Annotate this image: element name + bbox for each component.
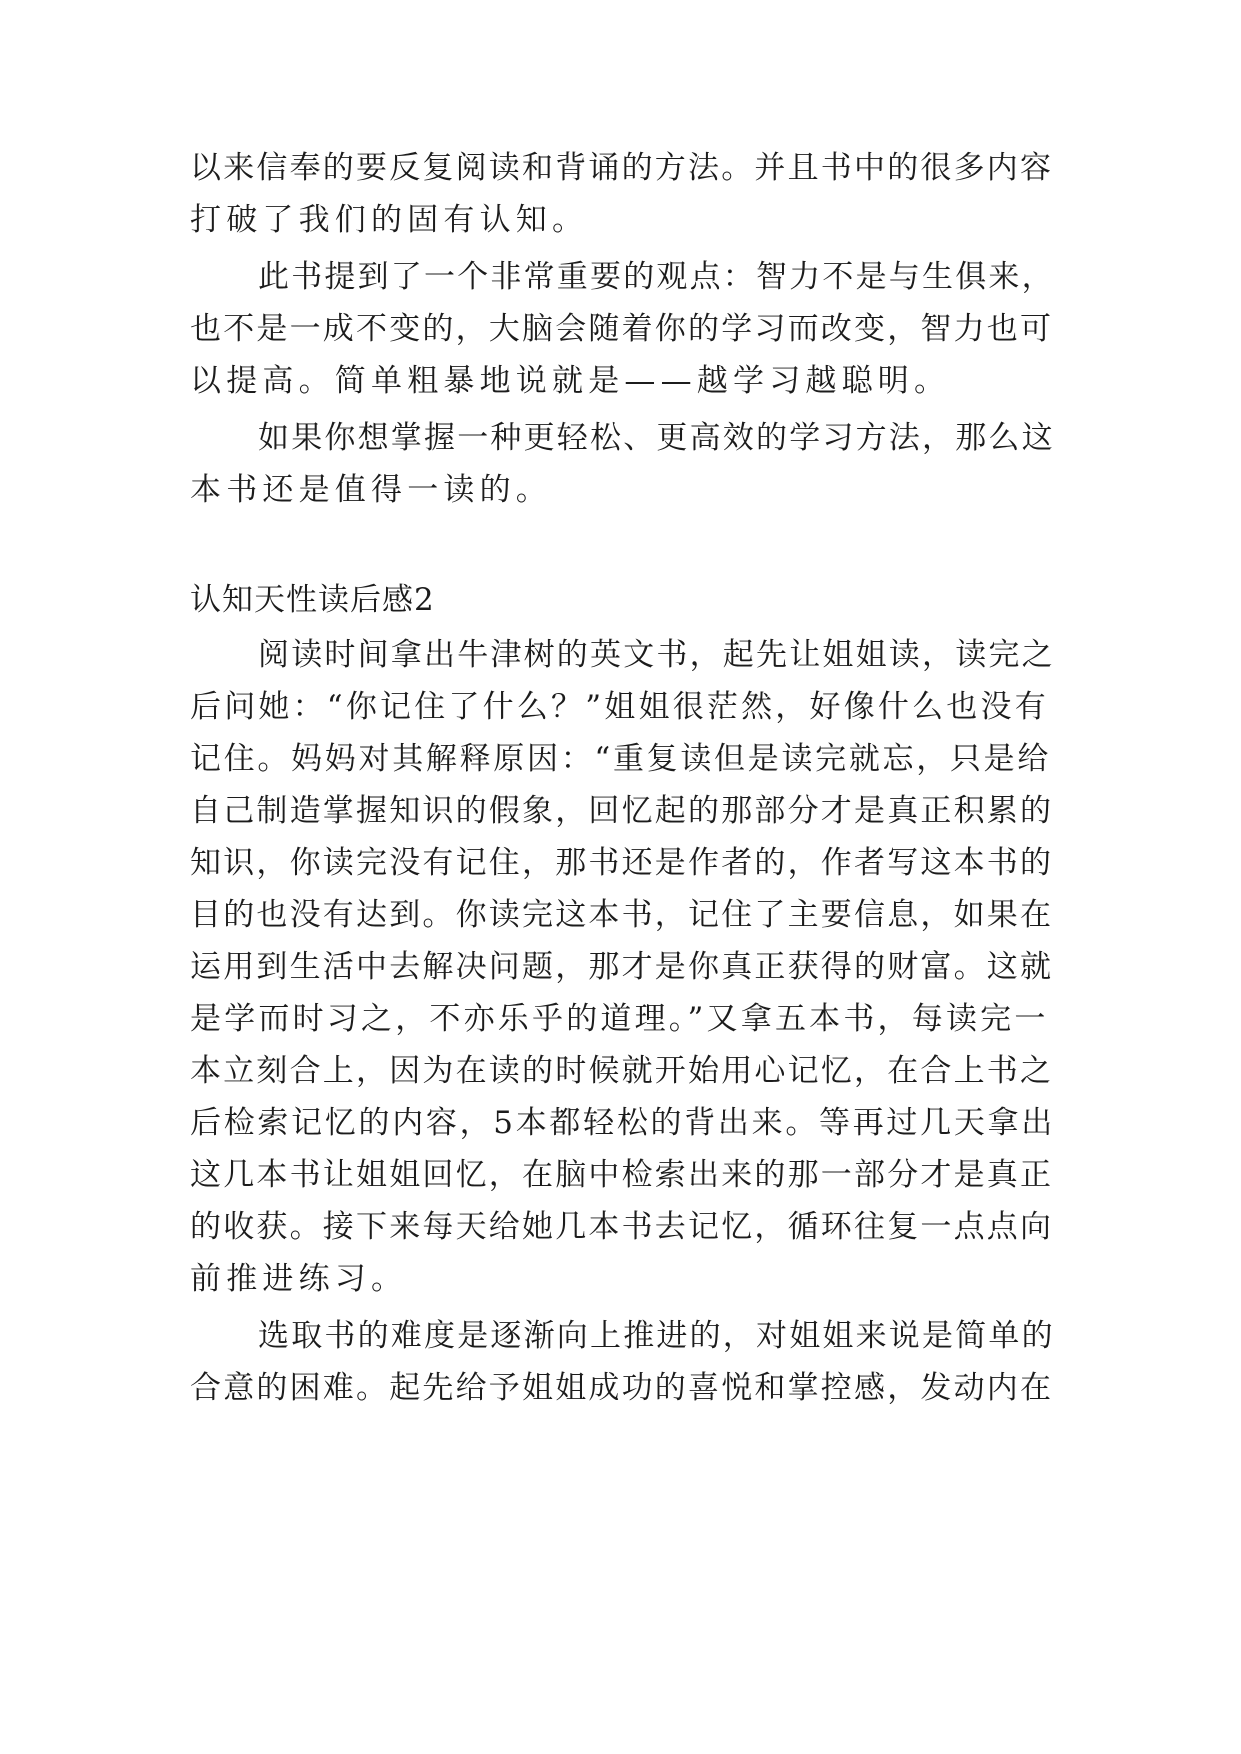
paragraph-line: 记住。妈妈对其解释原因：“重复读但是读完就忘，只是给 <box>190 741 1052 777</box>
paragraph-line: 后问她：“你记住了什么？”姐姐很茫然，好像什么也没有 <box>190 689 1049 725</box>
paragraph-line: 自己制造掌握知识的假象，回忆起的那部分才是真正积累的 <box>190 793 1054 829</box>
paragraph-line: 目的也没有达到。你读完这本书，记住了主要信息，如果在 <box>190 897 1054 933</box>
paragraph-line: 此书提到了一个非常重要的观点：智力不是与生俱来， <box>258 259 1055 295</box>
paragraph-line: 后检索记忆的内容，5本都轻松的背出来。等再过几天拿出 <box>190 1105 1055 1141</box>
paragraph-line: 也不是一成不变的，大脑会随着你的学习而改变，智力也可 <box>190 311 1054 347</box>
paragraph-line: 选取书的难度是逐渐向上推进的，对姐姐来说是简单的 <box>258 1318 1055 1354</box>
paragraph-line: 合意的困难。起先给予姐姐成功的喜悦和掌控感，发动内在 <box>190 1370 1054 1406</box>
paragraph-line: 是学而时习之，不亦乐乎的道理。”又拿五本书，每读完一 <box>190 1001 1049 1037</box>
section-title: 认知天性读后感2 <box>190 582 435 618</box>
paragraph-line: 本书还是值得一读的。 <box>190 472 552 508</box>
paragraph-line: 以来信奉的要反复阅读和背诵的方法。并且书中的很多内容 <box>190 150 1054 186</box>
paragraph-line: 的收获。接下来每天给她几本书去记忆，循环往复一点点向 <box>190 1209 1054 1245</box>
paragraph-line: 以提高。简单粗暴地说就是——越学习越聪明。 <box>190 363 951 399</box>
paragraph-line: 打破了我们的固有认知。 <box>190 202 589 238</box>
paragraph-line: 前推进练习。 <box>190 1261 408 1297</box>
paragraph-line: 本立刻合上，因为在读的时候就开始用心记忆，在合上书之 <box>190 1053 1054 1089</box>
paragraph-line: 如果你想掌握一种更轻松、更高效的学习方法，那么这 <box>258 420 1055 456</box>
paragraph-line: 运用到生活中去解决问题，那才是你真正获得的财富。这就 <box>190 949 1054 985</box>
paragraph-line: 知识，你读完没有记住，那书还是作者的，作者写这本书的 <box>190 845 1054 881</box>
paragraph-line: 阅读时间拿出牛津树的英文书，起先让姐姐读，读完之 <box>258 637 1055 673</box>
paragraph-line: 这几本书让姐姐回忆，在脑中检索出来的那一部分才是真正 <box>190 1157 1054 1193</box>
